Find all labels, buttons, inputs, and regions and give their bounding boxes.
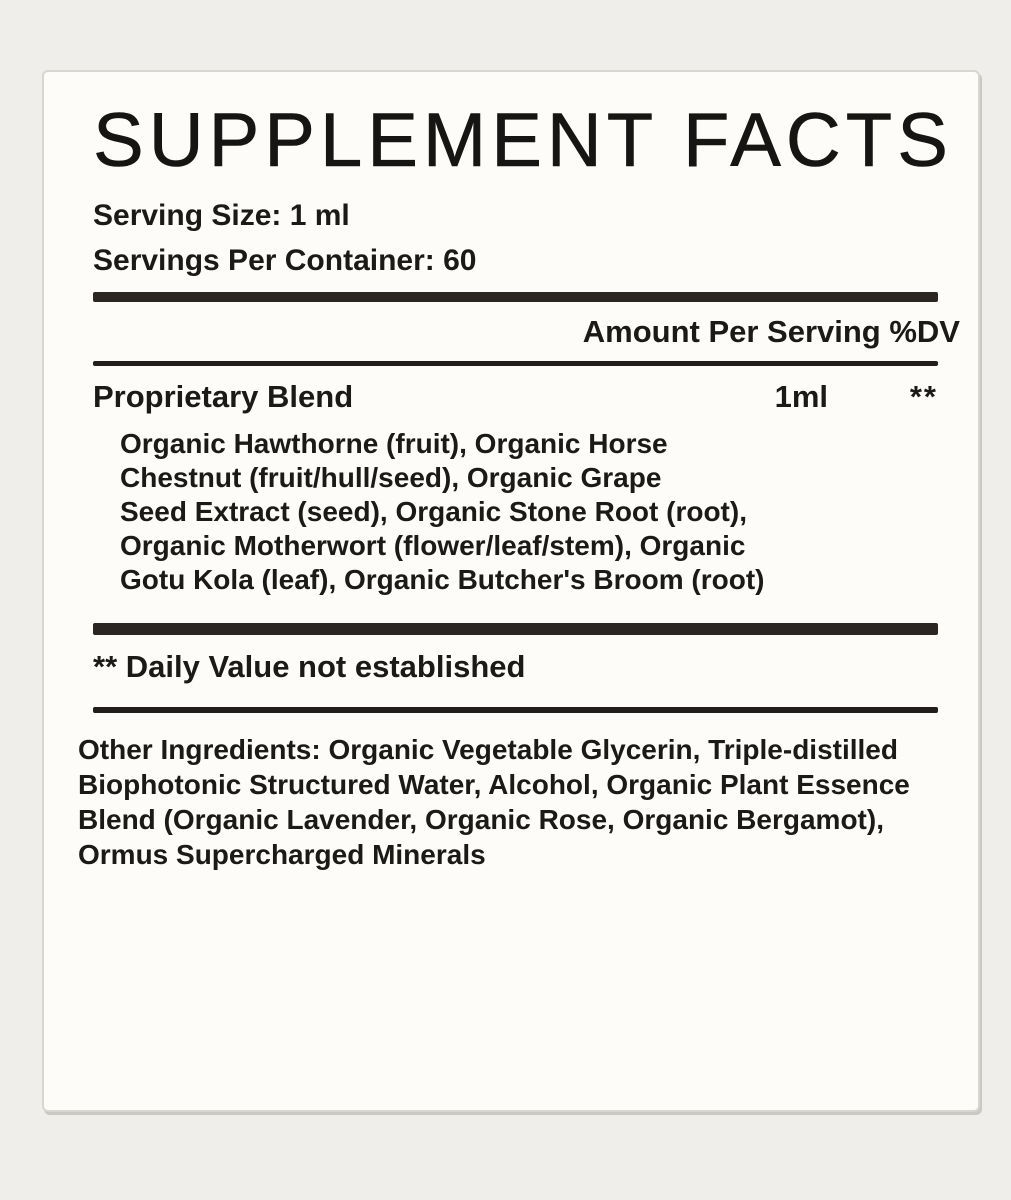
divider-thin-top xyxy=(93,361,938,366)
proprietary-blend-dv-asterisks: ** xyxy=(909,379,938,414)
ingredient-line: Organic Hawthorne (fruit), Organic Horse xyxy=(120,428,668,459)
supplement-facts-panel xyxy=(42,70,980,1112)
proprietary-blend-amount: 1ml xyxy=(774,379,828,414)
other-ingredients-line: Biophotonic Structured Water, Alcohol, Organic Plant Essence xyxy=(78,769,910,800)
other-ingredients-line: Other Ingredients: Organic Vegetable Glycerin, Triple-distilled xyxy=(78,734,898,765)
ingredient-line: Organic Motherwort (flower/leaf/stem), Organic xyxy=(120,530,746,561)
divider-thick-top xyxy=(93,292,938,302)
servings-per-container: Servings Per Container: 60 xyxy=(93,244,477,277)
proprietary-blend-ingredients xyxy=(120,427,938,597)
ingredient-line: Chestnut (fruit/hull/seed), Organic Grape xyxy=(120,462,662,493)
other-ingredients-line: Blend (Organic Lavender, Organic Rose, Organic Bergamot), xyxy=(78,804,884,835)
other-ingredients xyxy=(78,732,958,872)
other-ingredients-line: Ormus Supercharged Minerals xyxy=(78,839,486,870)
proprietary-blend-row xyxy=(93,374,938,419)
daily-value-footnote: ** Daily Value not established xyxy=(93,649,526,684)
ingredient-line: Gotu Kola (leaf), Organic Butcher's Broom (root) xyxy=(120,564,765,595)
ingredient-line: Seed Extract (seed), Organic Stone Root (root), xyxy=(120,496,747,527)
serving-info xyxy=(93,193,938,283)
panel-title: SUPPLEMENT FACTS xyxy=(93,98,953,183)
serving-size: Serving Size: 1 ml xyxy=(93,199,350,232)
amount-per-serving-header: Amount Per Serving %DV xyxy=(582,314,960,349)
proprietary-blend-name: Proprietary Blend xyxy=(93,379,354,414)
divider-thick-bottom xyxy=(93,623,938,635)
divider-thin-bottom xyxy=(93,707,938,713)
